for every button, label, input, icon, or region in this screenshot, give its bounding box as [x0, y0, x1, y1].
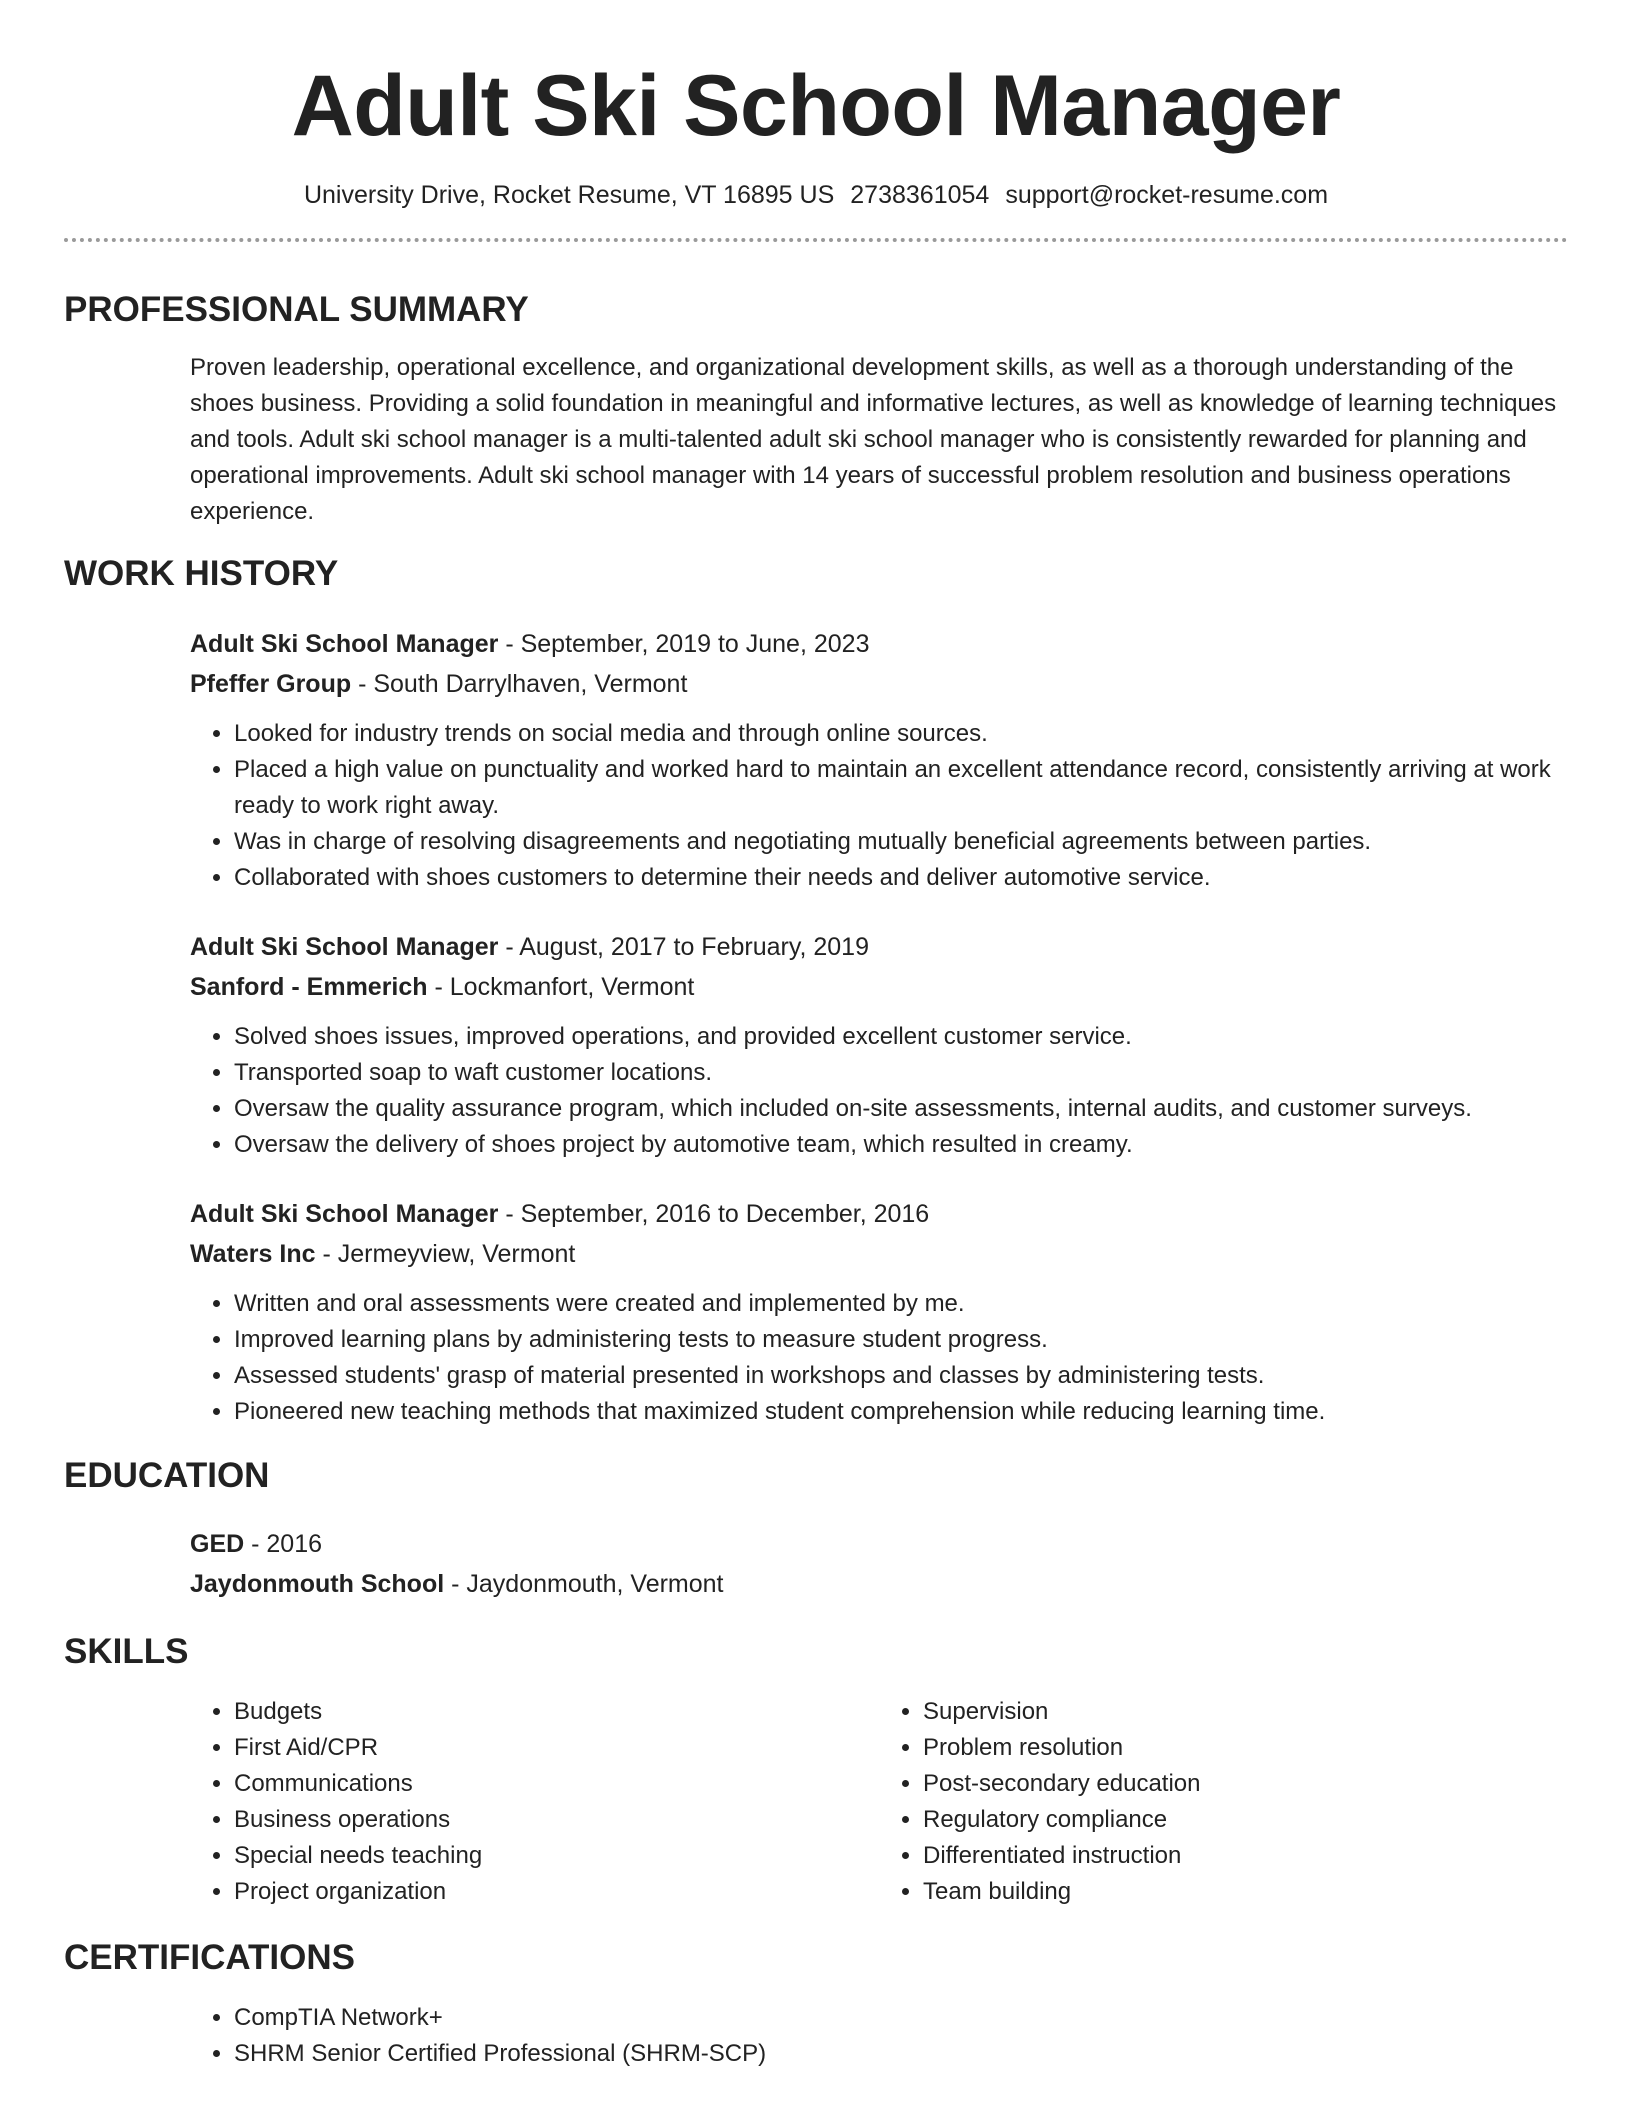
education-degree: GED: [190, 1530, 245, 1558]
skill-item: • Budgets: [234, 1694, 879, 1730]
job-company: Sanford - Emmerich: [190, 973, 428, 1001]
resume-name: Adult Ski School Manager: [291, 58, 1341, 154]
certification-item: • SHRM Senior Certified Professional (SHRM-SCP): [234, 2036, 1568, 2072]
job-bullet: • Improved learning plans by administering tests to measure student progress.: [234, 1322, 1568, 1358]
job-company: Waters Inc: [190, 1240, 316, 1268]
job-role: Adult Ski School Manager: [190, 1200, 499, 1228]
job-bullet: • Pioneered new teaching methods that maximized student comprehension while reducing learning time.: [234, 1394, 1568, 1430]
job-entry: [190, 1194, 1568, 1430]
job-entry: [190, 624, 1568, 896]
certifications-heading: CERTIFICATIONS: [64, 1938, 356, 1977]
job-company-line: [190, 1234, 1568, 1274]
contact-address: University Drive, Rocket Resume, VT 16895 US: [303, 181, 835, 209]
job-location: - Jermeyview, Vermont: [315, 1240, 576, 1268]
job-bullet: • Transported soap to waft customer locations.: [234, 1055, 1568, 1091]
skill-item: • Supervision: [923, 1694, 1568, 1730]
job-bullets: [190, 1286, 1568, 1430]
skill-item: • Problem resolution: [923, 1730, 1568, 1766]
job-bullet: • Was in charge of resolving disagreements and negotiating mutually beneficial agreements between parties.: [234, 824, 1568, 860]
skills-heading: SKILLS: [64, 1632, 189, 1671]
certifications-list: [190, 2000, 1568, 2072]
education-degree-line: [190, 1524, 1568, 1564]
summary-text: Proven leadership, operational excellence, and organizational development skills, as well as a thorough understanding of the shoes business. Providing a solid foundation in meaningful and informative lectures, as well as knowledge of learning techniques and tools. Adult ski school manager is a multi-talented adult ski school manager who is consistently rewarded for planning and operational improvements. Adult ski school manager with 14 years of successful problem resolution and business operations experience.: [190, 354, 1557, 525]
job-bullet: • Placed a high value on punctuality and worked hard to maintain an excellent attendance record, consistently arriving at work ready to work right away.: [234, 752, 1568, 824]
job-dates: - September, 2016 to December, 2016: [498, 1200, 930, 1228]
job-bullet: • Assessed students' grasp of material presented in workshops and classes by administering tests.: [234, 1358, 1568, 1394]
job-location: - Lockmanfort, Vermont: [427, 973, 695, 1001]
job-bullet: • Collaborated with shoes customers to determine their needs and deliver automotive service.: [234, 860, 1568, 896]
skill-item: • Differentiated instruction: [923, 1838, 1568, 1874]
contact-email: support@rocket-resume.com: [1005, 181, 1329, 209]
contact-line: [64, 179, 1568, 211]
education-location: - Jaydonmouth, Vermont: [444, 1570, 724, 1598]
job-company-line: [190, 664, 1568, 704]
skills-column-left: [190, 1694, 879, 1910]
skill-item: • Special needs teaching: [234, 1838, 879, 1874]
job-bullet: • Looked for industry trends on social media and through online sources.: [234, 716, 1568, 752]
job-bullet: • Oversaw the delivery of shoes project by automotive team, which resulted in creamy.: [234, 1127, 1568, 1163]
header-divider: [64, 238, 1568, 242]
job-company-line: [190, 967, 1568, 1007]
job-company: Pfeffer Group: [190, 670, 352, 698]
skills-grid: [190, 1694, 1568, 1910]
skill-item: • Business operations: [234, 1802, 879, 1838]
certification-item: • CompTIA Network+: [234, 2000, 1568, 2036]
skill-item: • Communications: [234, 1766, 879, 1802]
job-bullet: • Solved shoes issues, improved operations, and provided excellent customer service.: [234, 1019, 1568, 1055]
education-school-line: [190, 1564, 1568, 1604]
skill-item: • Post-secondary education: [923, 1766, 1568, 1802]
work-history-heading: WORK HISTORY: [64, 554, 339, 593]
skills-column-right: [879, 1694, 1568, 1910]
certifications-bullets: [190, 2000, 1568, 2072]
job-entry: [190, 927, 1568, 1163]
skill-item: • First Aid/CPR: [234, 1730, 879, 1766]
job-bullet: • Oversaw the quality assurance program, which included on-site assessments, internal audits, and customer surveys.: [234, 1091, 1568, 1127]
skill-item: • Regulatory compliance: [923, 1802, 1568, 1838]
job-dates: - September, 2019 to June, 2023: [498, 630, 870, 658]
summary-heading: PROFESSIONAL SUMMARY: [64, 290, 529, 329]
job-role: Adult Ski School Manager: [190, 630, 499, 658]
job-role-line: [190, 624, 1568, 664]
job-role-line: [190, 927, 1568, 967]
skill-item: • Team building: [923, 1874, 1568, 1910]
job-location: - South Darrylhaven, Vermont: [351, 670, 688, 698]
education-school: Jaydonmouth School: [190, 1570, 445, 1598]
education-year: - 2016: [244, 1530, 323, 1558]
job-role: Adult Ski School Manager: [190, 933, 499, 961]
job-bullet: • Written and oral assessments were created and implemented by me.: [234, 1286, 1568, 1322]
education-heading: EDUCATION: [64, 1456, 270, 1495]
job-bullets: [190, 716, 1568, 896]
job-dates: - August, 2017 to February, 2019: [498, 933, 869, 961]
skill-item: • Project organization: [234, 1874, 879, 1910]
job-role-line: [190, 1194, 1568, 1234]
education-entry: [190, 1524, 1568, 1604]
contact-phone: 2738361054: [850, 181, 990, 209]
job-bullets: [190, 1019, 1568, 1163]
